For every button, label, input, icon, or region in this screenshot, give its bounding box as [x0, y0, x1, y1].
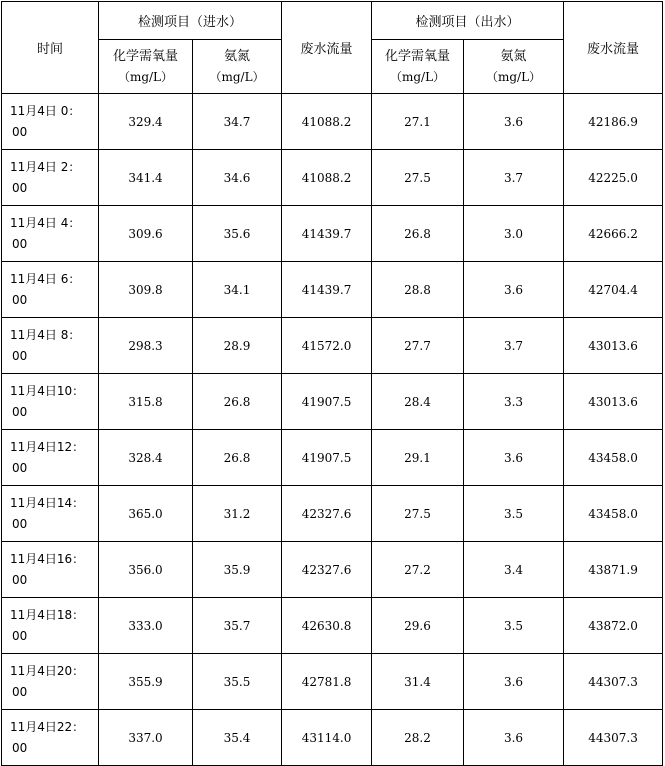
flow-out-header: 废水流量	[564, 2, 663, 94]
nh3-in-label: 氨氮	[224, 48, 251, 64]
flow-out-cell: 42666.2	[564, 206, 663, 262]
table-row	[2, 94, 663, 150]
flow-in-cell: 41088.2	[282, 94, 372, 150]
nh3-in-cell: 28.9	[193, 318, 282, 374]
nh3-out-cell: 3.6	[464, 710, 564, 766]
cod-out-cell: 28.8	[372, 262, 464, 318]
time-cell-line1: 11月4日14：	[10, 495, 85, 510]
time-cell-line1: 11月4日16：	[10, 551, 85, 566]
time-cell	[2, 710, 99, 766]
time-cell-line2: 00	[12, 516, 28, 531]
cod-out-cell: 29.1	[372, 430, 464, 486]
nh3-out-cell: 3.5	[464, 486, 564, 542]
time-cell	[2, 318, 99, 374]
time-cell-line2: 00	[12, 236, 28, 251]
nh3-out-cell: 3.6	[464, 94, 564, 150]
nh3-in-unit: （mg/L）	[209, 69, 265, 84]
flow-out-cell: 44307.3	[564, 654, 663, 710]
time-cell	[2, 486, 99, 542]
nh3-in-cell: 35.5	[193, 654, 282, 710]
flow-in-cell: 42327.6	[282, 542, 372, 598]
time-cell-line1: 11月4日12：	[10, 439, 85, 454]
cod-in-cell: 356.0	[99, 542, 193, 598]
time-cell-line1: 11月4日22：	[10, 719, 85, 734]
time-header: 时间	[2, 2, 99, 94]
flow-in-cell: 42327.6	[282, 486, 372, 542]
flow-out-cell: 43013.6	[564, 374, 663, 430]
table-row	[2, 542, 663, 598]
cod-out-header	[372, 40, 464, 94]
cod-in-cell: 337.0	[99, 710, 193, 766]
flow-in-cell: 41907.5	[282, 374, 372, 430]
time-cell	[2, 542, 99, 598]
cod-out-unit: （mg/L）	[389, 69, 446, 84]
table-row	[2, 654, 663, 710]
time-cell-line2: 00	[12, 740, 28, 755]
cod-in-cell: 355.9	[99, 654, 193, 710]
time-cell	[2, 654, 99, 710]
flow-in-header: 废水流量	[282, 2, 372, 94]
time-cell	[2, 262, 99, 318]
flow-in-cell: 41439.7	[282, 206, 372, 262]
flow-out-cell: 44307.3	[564, 710, 663, 766]
table-row	[2, 710, 663, 766]
nh3-in-cell: 34.7	[193, 94, 282, 150]
cod-out-cell: 31.4	[372, 654, 464, 710]
inflow-group-header: 检测项目（进水）	[99, 2, 282, 40]
time-cell	[2, 430, 99, 486]
cod-out-cell: 27.5	[372, 486, 464, 542]
cod-out-cell: 27.5	[372, 150, 464, 206]
time-cell-line1: 11月4日 2：	[10, 159, 81, 174]
nh3-out-cell: 3.7	[464, 150, 564, 206]
nh3-out-cell: 3.6	[464, 430, 564, 486]
table-row	[2, 598, 663, 654]
nh3-out-cell: 3.5	[464, 598, 564, 654]
time-cell-line1: 11月4日 8：	[10, 327, 81, 342]
nh3-in-cell: 26.8	[193, 374, 282, 430]
time-cell-line1: 11月4日 4：	[10, 215, 81, 230]
cod-out-cell: 27.7	[372, 318, 464, 374]
flow-in-cell: 42630.8	[282, 598, 372, 654]
nh3-in-cell: 35.7	[193, 598, 282, 654]
cod-out-cell: 28.2	[372, 710, 464, 766]
cod-out-label: 化学需氧量	[385, 48, 451, 64]
nh3-out-cell: 3.3	[464, 374, 564, 430]
time-cell-line2: 00	[12, 348, 28, 363]
time-cell-line2: 00	[12, 572, 28, 587]
flow-out-cell: 42704.4	[564, 262, 663, 318]
cod-in-cell: 328.4	[99, 430, 193, 486]
cod-out-cell: 29.6	[372, 598, 464, 654]
header-row-1	[2, 2, 663, 40]
cod-in-cell: 315.8	[99, 374, 193, 430]
cod-in-cell: 341.4	[99, 150, 193, 206]
time-cell-line2: 00	[12, 124, 28, 139]
nh3-in-cell: 34.6	[193, 150, 282, 206]
flow-in-cell: 41088.2	[282, 150, 372, 206]
nh3-in-cell: 26.8	[193, 430, 282, 486]
time-cell-line2: 00	[12, 460, 28, 475]
cod-in-cell: 329.4	[99, 94, 193, 150]
time-cell-line1: 11月4日10：	[10, 383, 85, 398]
cod-in-cell: 309.8	[99, 262, 193, 318]
time-cell-line2: 00	[12, 628, 28, 643]
flow-out-cell: 43458.0	[564, 430, 663, 486]
cod-in-cell: 333.0	[99, 598, 193, 654]
flow-out-cell: 42186.9	[564, 94, 663, 150]
time-cell-line2: 00	[12, 404, 28, 419]
nh3-out-cell: 3.7	[464, 318, 564, 374]
flow-out-cell: 42225.0	[564, 150, 663, 206]
time-cell-line1: 11月4日20：	[10, 663, 85, 678]
time-cell-line1: 11月4日 6：	[10, 271, 81, 286]
cod-out-cell: 26.8	[372, 206, 464, 262]
time-cell-line2: 00	[12, 684, 28, 699]
table-body	[2, 94, 663, 766]
flow-in-cell: 41907.5	[282, 430, 372, 486]
cod-in-cell: 298.3	[99, 318, 193, 374]
nh3-in-cell: 35.6	[193, 206, 282, 262]
cod-in-cell: 365.0	[99, 486, 193, 542]
nh3-out-label: 氨氮	[500, 48, 527, 64]
time-cell	[2, 598, 99, 654]
time-cell-line1: 11月4日 0：	[10, 103, 81, 118]
flow-out-cell: 43871.9	[564, 542, 663, 598]
cod-out-cell: 27.1	[372, 94, 464, 150]
cod-in-label: 化学需氧量	[112, 48, 178, 64]
time-cell	[2, 206, 99, 262]
table-row	[2, 318, 663, 374]
nh3-out-cell: 3.0	[464, 206, 564, 262]
nh3-out-cell: 3.6	[464, 654, 564, 710]
cod-in-unit: （mg/L）	[117, 69, 174, 84]
flow-out-cell: 43872.0	[564, 598, 663, 654]
table-row	[2, 262, 663, 318]
nh3-out-cell: 3.6	[464, 262, 564, 318]
monitoring-table	[1, 1, 663, 766]
cod-in-header	[99, 40, 193, 94]
flow-out-cell: 43458.0	[564, 486, 663, 542]
table-header	[2, 2, 663, 94]
table-row	[2, 486, 663, 542]
nh3-in-header	[193, 40, 282, 94]
flow-in-cell: 41572.0	[282, 318, 372, 374]
time-cell	[2, 94, 99, 150]
nh3-in-cell: 31.2	[193, 486, 282, 542]
nh3-in-cell: 34.1	[193, 262, 282, 318]
outflow-group-header: 检测项目（出水）	[372, 2, 564, 40]
cod-in-cell: 309.6	[99, 206, 193, 262]
nh3-out-header	[464, 40, 564, 94]
flow-in-cell: 41439.7	[282, 262, 372, 318]
flow-in-cell: 43114.0	[282, 710, 372, 766]
nh3-out-cell: 3.4	[464, 542, 564, 598]
table-row	[2, 430, 663, 486]
time-cell	[2, 374, 99, 430]
table-row	[2, 374, 663, 430]
flow-out-cell: 43013.6	[564, 318, 663, 374]
table-row	[2, 150, 663, 206]
time-cell	[2, 150, 99, 206]
nh3-in-cell: 35.9	[193, 542, 282, 598]
time-cell-line1: 11月4日18：	[10, 607, 85, 622]
cod-out-cell: 28.4	[372, 374, 464, 430]
nh3-in-cell: 35.4	[193, 710, 282, 766]
cod-out-cell: 27.2	[372, 542, 464, 598]
time-cell-line2: 00	[12, 292, 28, 307]
nh3-out-unit: （mg/L）	[485, 69, 542, 84]
flow-in-cell: 42781.8	[282, 654, 372, 710]
time-cell-line2: 00	[12, 180, 28, 195]
table-row	[2, 206, 663, 262]
